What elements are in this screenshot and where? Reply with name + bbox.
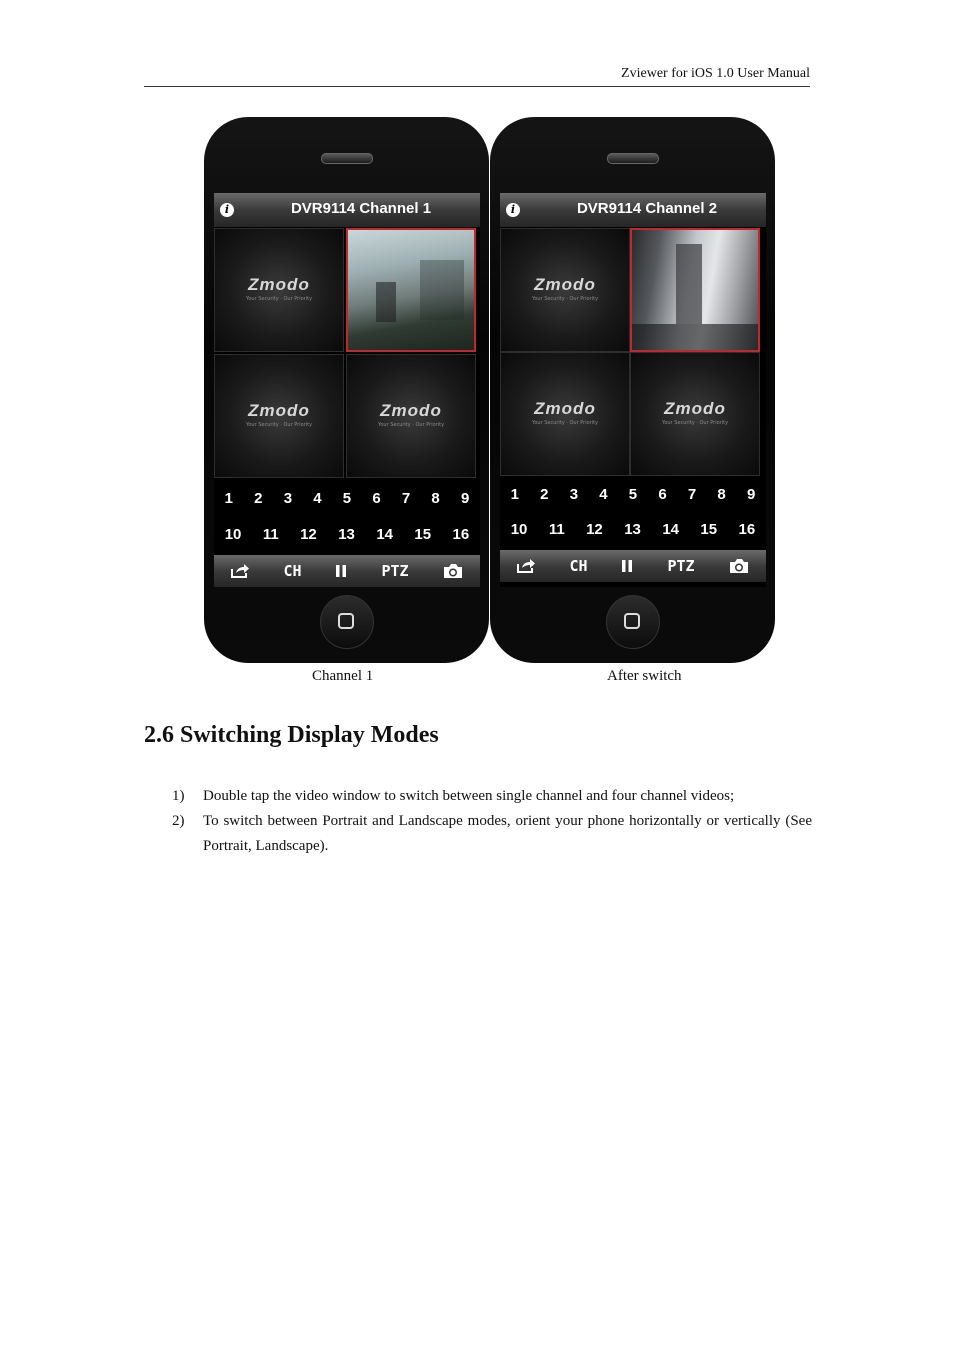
channel-button[interactable]: 8 [717,486,726,503]
list-item [144,784,812,809]
logo-tagline: Your Security · Our Priority [245,422,313,428]
channel-button[interactable]: 9 [460,490,470,507]
video-tile[interactable] [214,228,344,352]
channel-button[interactable]: 11 [548,521,565,538]
bottom-toolbar [500,550,766,582]
channel-button[interactable]: 13 [338,526,355,543]
list-text: To switch between Portrait and Landscape modes, orient your phone horizontally or vertically (See Portrait, Landscape). [203,813,812,854]
zmodo-logo: Zmodo [380,401,442,420]
channel-button[interactable]: 7 [687,486,697,503]
channel-button[interactable]: 15 [414,526,432,543]
channel-button[interactable]: 16 [738,521,756,538]
channel-button-ch[interactable]: CH [283,562,302,580]
channel-button-ch[interactable]: CH [569,557,588,575]
video-tile-active[interactable] [346,228,476,352]
phone-screenshot-after-switch [490,117,775,663]
video-grid[interactable] [214,228,480,480]
channel-button[interactable]: 9 [746,486,756,503]
channel-button[interactable]: 6 [372,490,381,507]
list-text: Double tap the video window to switch between single channel and four channel videos; [203,788,735,804]
bottom-toolbar [214,555,480,587]
channel-button[interactable]: 14 [662,521,679,538]
zmodo-logo: Zmodo [248,275,310,294]
ptz-button[interactable]: PTZ [381,562,409,580]
camera-icon[interactable] [442,563,464,579]
video-grid[interactable] [500,228,766,480]
title-bar [214,193,480,227]
channel-row-2 [214,526,480,543]
section-heading: 2.6 Switching Display Modes [144,722,439,748]
camera-icon[interactable] [728,558,750,574]
logo-tagline: Your Security · Our Priority [531,420,599,426]
logo-tagline: Your Security · Our Priority [661,420,729,426]
channel-button[interactable]: 2 [254,490,263,507]
channel-button[interactable]: 8 [431,490,440,507]
home-button[interactable] [320,595,374,649]
title-bar [500,193,766,227]
phone-screenshot-channel-1 [204,117,489,663]
app-screen [214,193,480,587]
channel-button[interactable]: 16 [452,526,470,543]
channel-button[interactable]: 11 [262,526,279,543]
video-tile[interactable] [500,352,630,476]
figure-caption-left: Channel 1 [312,668,374,684]
channel-button[interactable]: 6 [658,486,667,503]
channel-button[interactable]: 12 [586,521,603,538]
zmodo-logo: Zmodo [534,275,596,294]
home-button[interactable] [606,595,660,649]
channel-button[interactable]: 4 [313,490,322,507]
ptz-button[interactable]: PTZ [667,557,695,575]
zmodo-logo: Zmodo [248,401,310,420]
channel-button[interactable]: 4 [599,486,608,503]
channel-button[interactable]: 10 [510,521,528,538]
video-tile[interactable] [346,354,476,478]
channel-title: DVR9114 Channel 2 [576,200,718,217]
video-tile-active[interactable] [630,228,760,352]
channel-button[interactable]: 13 [624,521,641,538]
home-square-icon [338,613,354,629]
info-icon[interactable]: i [220,203,234,217]
channel-button[interactable]: 7 [401,490,411,507]
list-item [144,809,812,859]
video-tile[interactable] [630,352,760,476]
channel-button[interactable]: 1 [510,486,519,503]
video-tile[interactable] [214,354,344,478]
list-number: 2) [172,813,185,829]
figure-caption-right: After switch [607,668,682,684]
list-number: 1) [172,788,185,804]
pause-icon[interactable] [620,559,634,573]
zmodo-logo: Zmodo [664,399,726,418]
share-icon[interactable] [516,558,536,574]
logo-tagline: Your Security · Our Priority [377,422,445,428]
channel-button[interactable]: 14 [376,526,393,543]
channel-row-1 [214,490,480,507]
channel-button[interactable]: 15 [700,521,718,538]
speaker-grille [607,153,659,164]
instruction-list [144,784,812,859]
channel-button[interactable]: 3 [569,486,579,503]
video-tile[interactable] [500,228,630,352]
channel-title: DVR9114 Channel 1 [290,200,432,217]
channel-button[interactable]: 10 [224,526,242,543]
speaker-grille [321,153,373,164]
pause-icon[interactable] [334,564,348,578]
channel-row-1 [500,486,766,503]
home-square-icon [624,613,640,629]
channel-row-2 [500,521,766,538]
logo-tagline: Your Security · Our Priority [245,296,313,302]
channel-button[interactable]: 3 [283,490,293,507]
logo-tagline: Your Security · Our Priority [531,296,599,302]
channel-button[interactable]: 5 [628,486,638,503]
running-header: Zviewer for iOS 1.0 User Manual [621,66,810,81]
channel-button[interactable]: 5 [342,490,352,507]
zmodo-logo: Zmodo [534,399,596,418]
channel-button[interactable]: 1 [224,490,233,507]
app-screen [500,193,766,587]
info-icon[interactable]: i [506,203,520,217]
channel-button[interactable]: 2 [540,486,549,503]
share-icon[interactable] [230,563,250,579]
channel-button[interactable]: 12 [300,526,317,543]
header-rule [144,86,810,87]
